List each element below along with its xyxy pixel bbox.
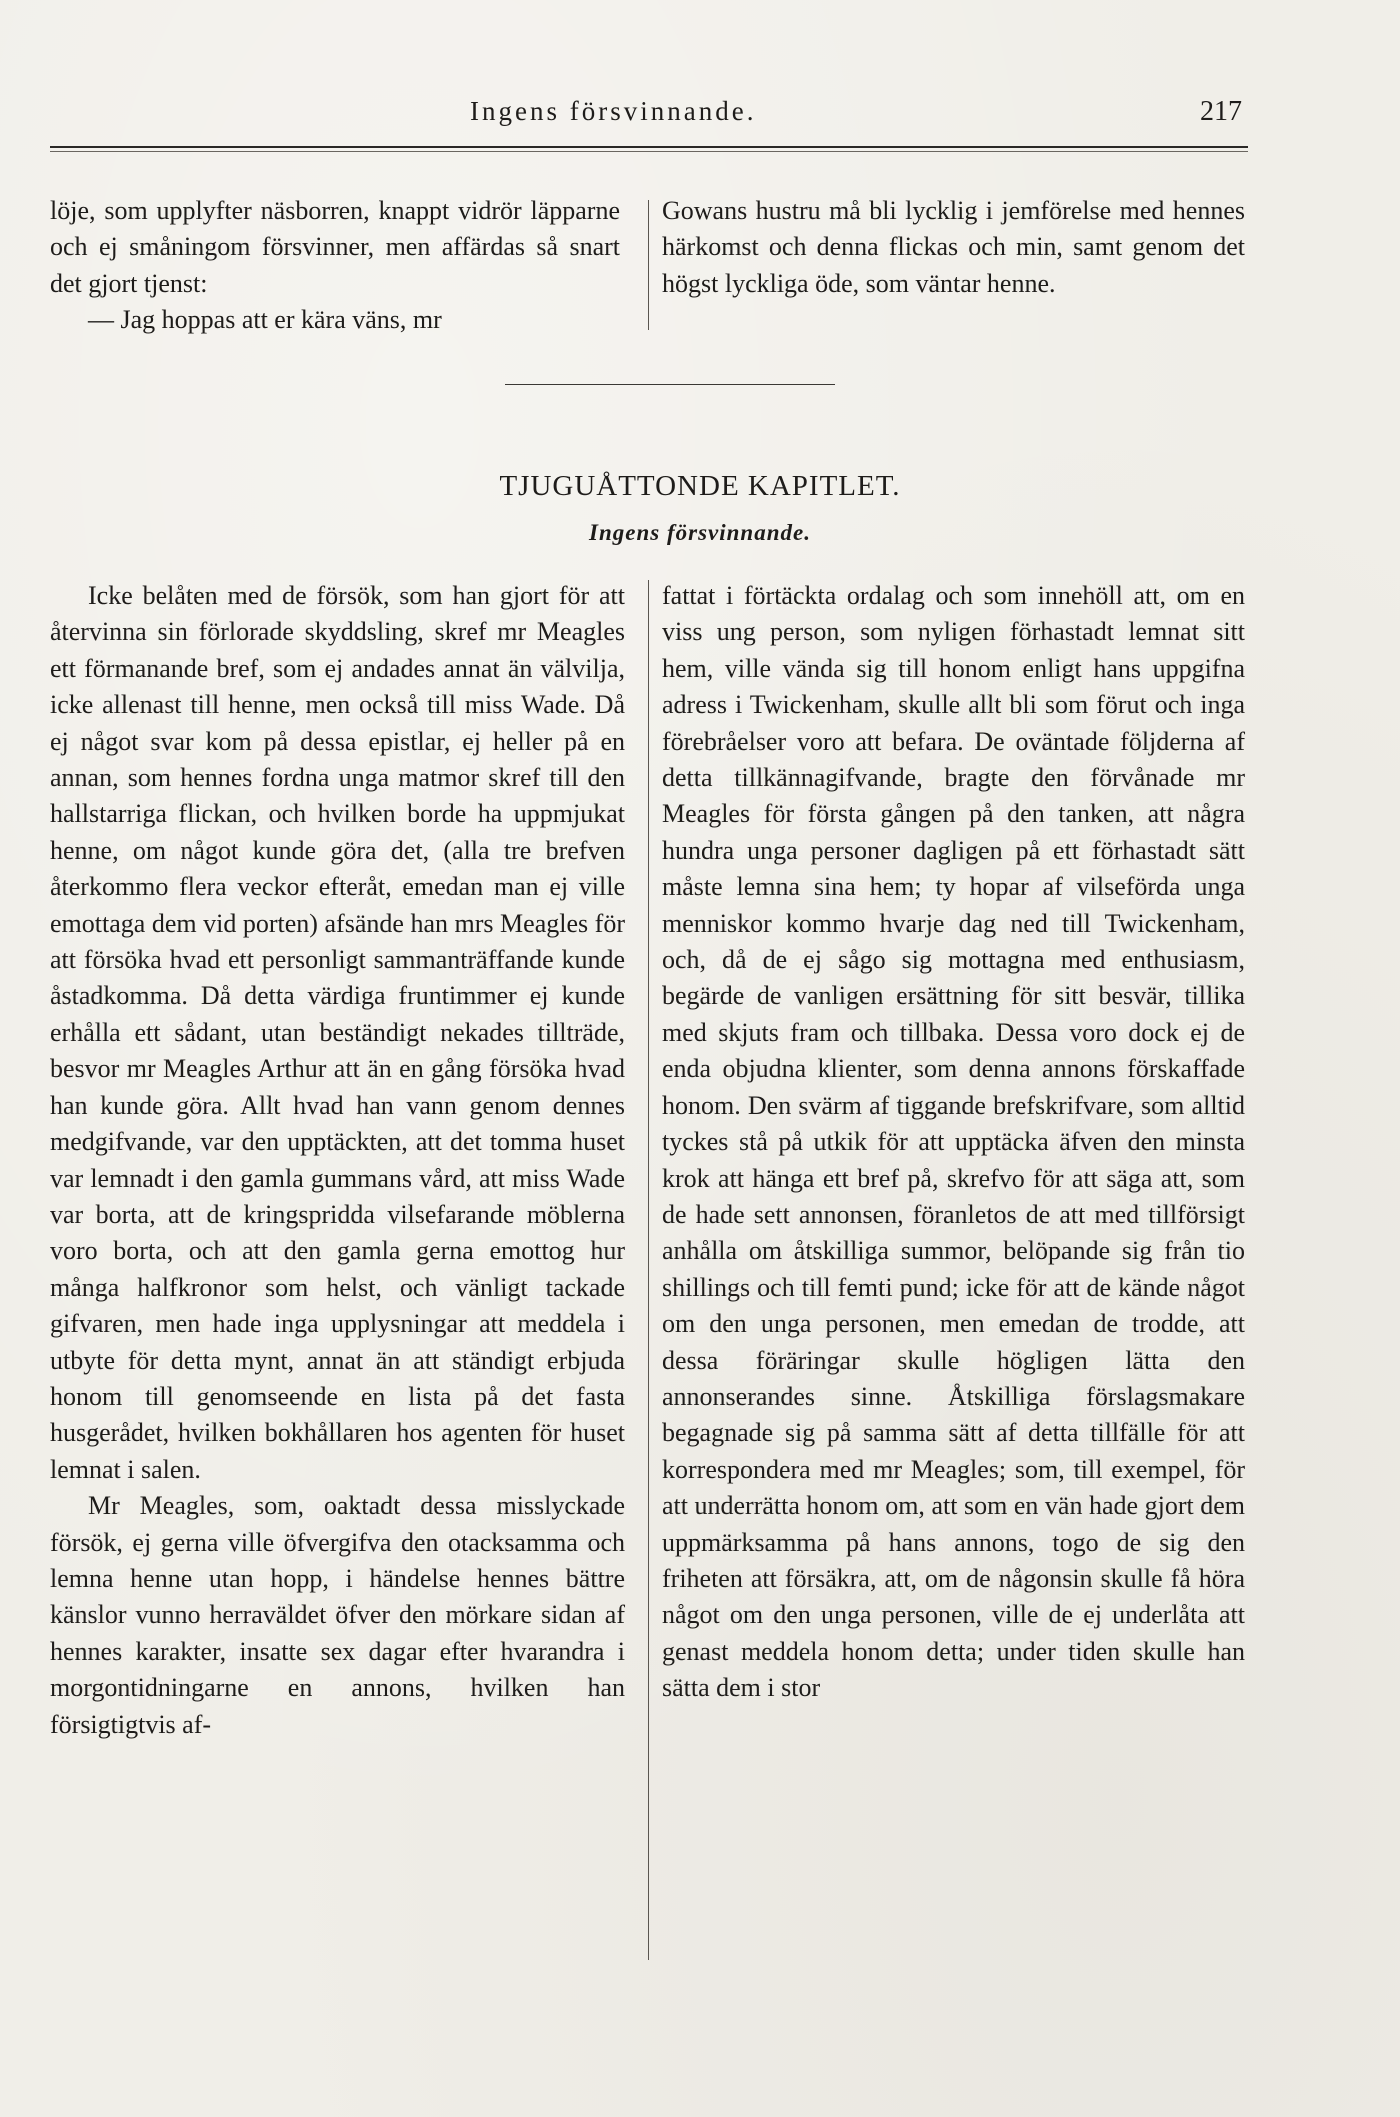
chapter-title: TJUGUÅTTONDE KAPITLET. [499,470,901,502]
section-separator-rule [505,384,835,385]
page-number: 217 [1200,96,1242,127]
chapter-left-column [50,578,625,1743]
paragraph: fattat i förtäckta ordalag och som innehöll att, om en viss ung person, som nyligen förhastadt lemnat sitt hem, ville vända sig till honom enligt hans uppgifna adress i Twickenham, skulle allt bli som förut och inga förebråelser voro att befara. De oväntade följderna af detta tillkännagifvande, bragte den förvånade mr Meagles för första gången på den tanken, att några hundra unga personer dagligen på ett förhastadt sätt måste lemna sina hem; ty hopar af vilseförda unga menniskor kommo hvarje dag ned till Twickenham, och, då de ej sågo sig mottagna med enthusiasm, begärde de vanligen ersättning för sitt besvär, tillika med skjuts fram och tillbaka. Dessa voro dock ej de enda objudna klienter, som denna annons förskaffade honom. Den svärm af tiggande brefskrifvare, som alltid tyckes stå på utkik för att upptäcka äfven den minsta krok att hänga ett bref på, skrefvo för att säga att, som de hade sett annonsen, föranletos de att med tillförsigt anhålla om åtskilliga summor, belöpande sig från tio shillings och till femti pund; icke för att de kände något om den unga personen, men emedan de trodde, att dessa föräringar skulle högligen lätta den annonserandes sinne. Åtskilliga förslagsmakare begagnade sig på samma sätt af detta tillfälle för att korrespondera med mr Meagles; som, till exempel, för att underrätta honom om, att som en vän hade gjort dem uppmärksamma på hans annons, togo de sig den friheten att försäkra, att, om de någonsin skulle få höra något om den unga personen, ville de ej underlåta att genast meddela honom detta; under tiden skulle han sätta dem i stor [662,581,1245,1703]
paragraph: Gowans hustru må bli lycklig i jemförelse med hennes härkomst och denna flickas och min, samt genom det högst lyckliga öde, som väntar henne. [662,196,1245,298]
header-rule-thin [50,151,1248,152]
running-title: Ingens försvinnande. [470,96,757,126]
paragraph: Mr Meagles, som, oaktadt dessa misslyckade försök, ej gerna ville öfvergifva den otacksamma och lemna henne utan hopp, i händelse hennes bättre känslor vunno herraväldet öfver den mörkare sidan af hennes karakter, insatte sex dagar efter hvarandra i morgontidningarne en annons, hvilken han försigtigtvis af- [50,1491,625,1739]
previous-chapter-right-column [662,193,1245,302]
chapter-subtitle: Ingens försvinnande. [589,520,811,545]
column-divider [648,200,649,330]
paragraph: löje, som upplyfter näsborren, knappt vidrör läpparne och ej småningom försvinner, men affärdas så snart det gjort tjenst: [50,196,620,298]
header-rule [50,146,1248,148]
previous-chapter-left-column [50,193,620,339]
paragraph: — Jag hoppas att er kära väns, mr [88,305,442,335]
chapter-right-column [662,578,1245,1707]
column-divider [648,580,649,1960]
paragraph: Icke belåten med de försök, som han gjort för att återvinna sin förlorade skyddsling, skref mr Meagles ett förmanande bref, som ej andades annat än välvilja, icke allenast till henne, men också till miss Wade. Då ej något svar kom på dessa epistlar, ej heller på en annan, som hennes fordna unga matmor skref till den hallstarriga flickan, och hvilken borde ha uppmjukat henne, om något kunde göra det, (alla tre brefven återkommo flera veckor efteråt, emedan man ej ville emottaga dem vid porten) afsände han mrs Meagles för att försöka hvad ett personligt sammanträffande kunde åstadkomma. Då detta värdiga fruntimmer ej kunde erhålla ett sådant, utan beständigt nekades tillträde, besvor mr Meagles Arthur att än en gång försöka hvad han kunde göra. Allt hvad han vann genom dennes medgifvande, var den upptäckten, att det tomma huset var lemnadt i den gamla gummans vård, att miss Wade var borta, att de kringspridda vilsefarande möblerna voro borta, och att den gamla gerna emottog hur många halfkronor som helst, och vänligt tackade gifvaren, men hade inga upplysningar att meddela i utbyte för detta mynt, annat än att ständigt erbjuda honom till genomseende en lista på det fasta husgerådet, hvilken bokhållaren hos agenten för huset lemnat i salen. [50,581,625,1484]
